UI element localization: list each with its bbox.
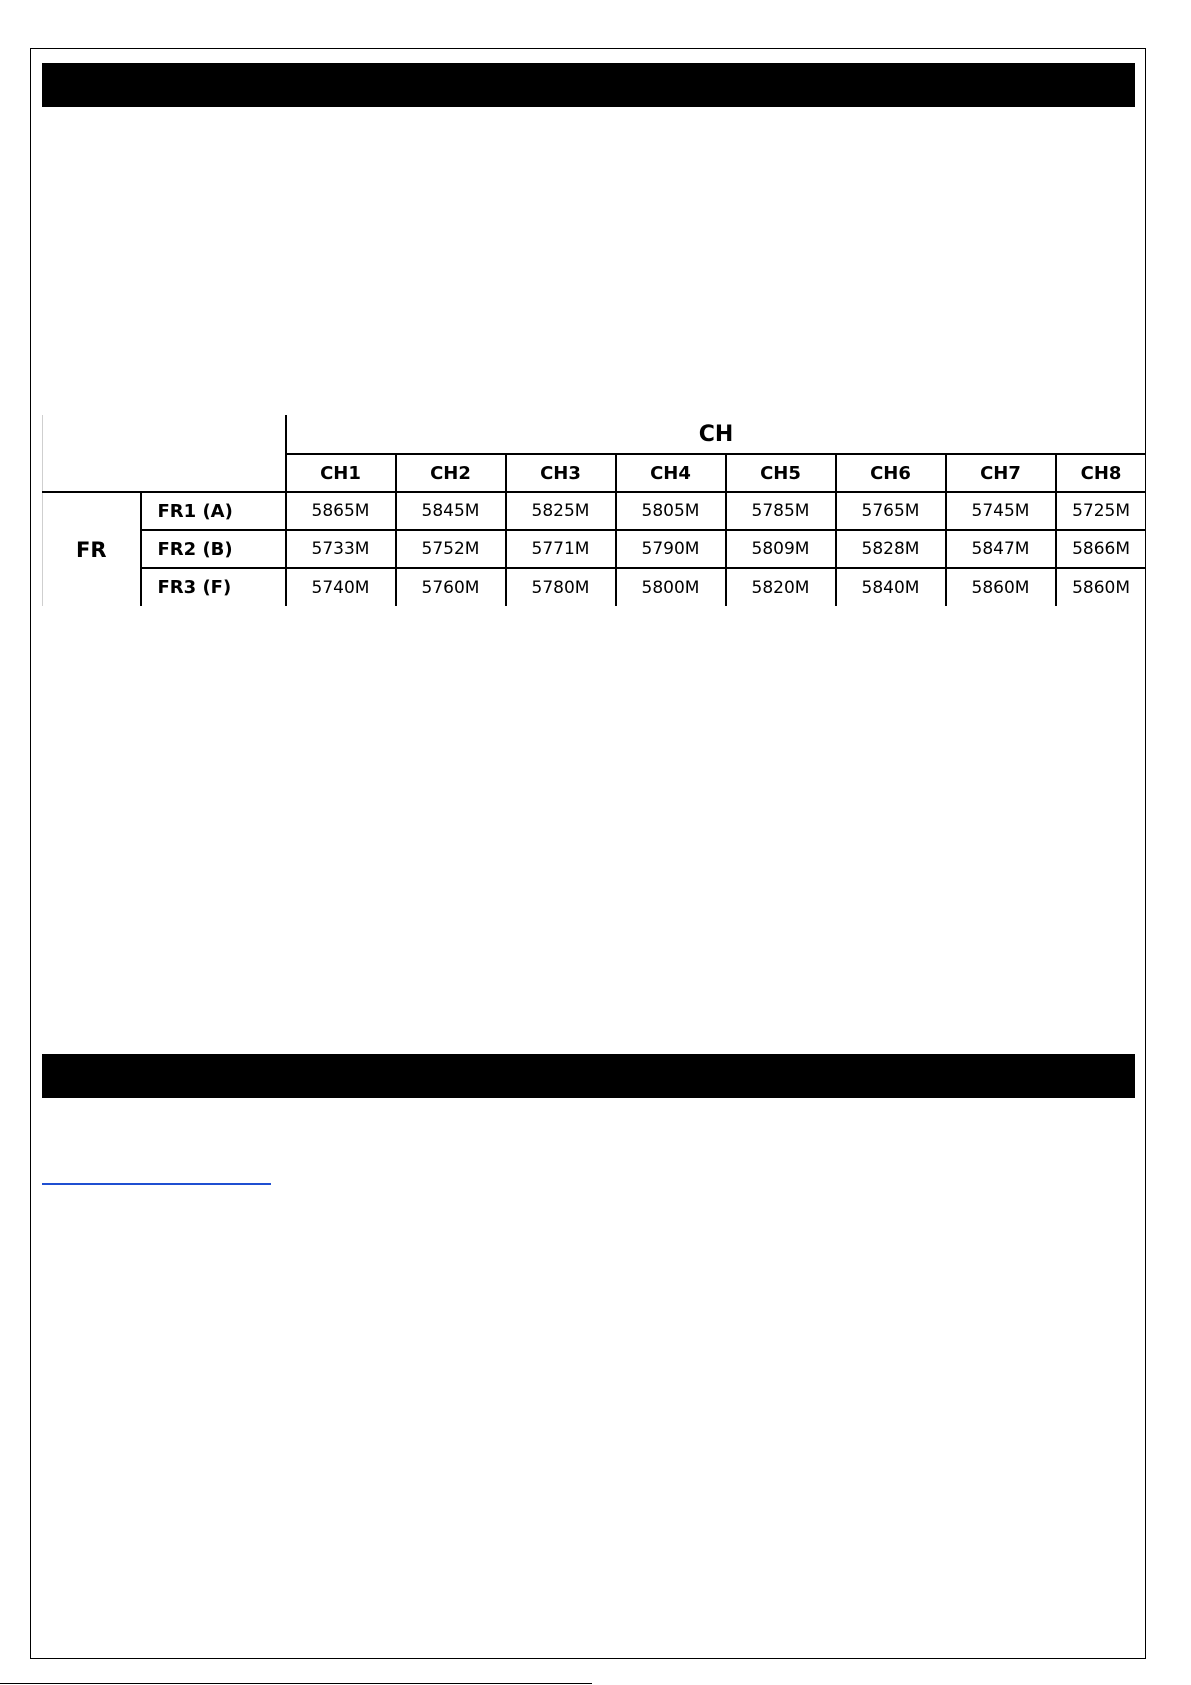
table-cell: 5809M	[726, 530, 836, 568]
footnote-separator	[0, 1683, 592, 1684]
section-header-bar	[42, 1054, 1135, 1098]
table-cell: 5771M	[506, 530, 616, 568]
table-cell: 5840M	[836, 568, 946, 606]
table-cell: 5860M	[1056, 568, 1146, 606]
table-cell: 5725M	[1056, 492, 1146, 530]
table-cell: 5860M	[946, 568, 1056, 606]
table-cell: 5780M	[506, 568, 616, 606]
channel-group-header: CH	[286, 415, 1146, 454]
channel-header: CH6	[836, 454, 946, 492]
channel-header: CH1	[286, 454, 396, 492]
frequency-table	[42, 415, 1146, 606]
channel-header: CH4	[616, 454, 726, 492]
hyperlink-underline[interactable]	[42, 1183, 271, 1185]
table-cell: 5828M	[836, 530, 946, 568]
table-cell: 5805M	[616, 492, 726, 530]
page-frame	[30, 48, 1146, 1659]
table-corner-cell	[43, 415, 286, 492]
table-cell: 5847M	[946, 530, 1056, 568]
channel-header: CH7	[946, 454, 1056, 492]
row-label: FR1 (A)	[141, 492, 286, 530]
frequency-group-label: FR	[43, 492, 141, 606]
row-label: FR2 (B)	[141, 530, 286, 568]
row-label: FR3 (F)	[141, 568, 286, 606]
table-row	[43, 492, 1146, 530]
table-cell: 5740M	[286, 568, 396, 606]
table-cell: 5820M	[726, 568, 836, 606]
table-row	[43, 530, 1146, 568]
table-cell: 5866M	[1056, 530, 1146, 568]
table-cell: 5845M	[396, 492, 506, 530]
table-cell: 5825M	[506, 492, 616, 530]
table-cell: 5760M	[396, 568, 506, 606]
channel-header: CH2	[396, 454, 506, 492]
channel-header: CH5	[726, 454, 836, 492]
table-cell: 5800M	[616, 568, 726, 606]
table-cell: 5733M	[286, 530, 396, 568]
table-cell: 5785M	[726, 492, 836, 530]
section-header-bar	[42, 63, 1135, 107]
table-cell: 5765M	[836, 492, 946, 530]
table-cell: 5745M	[946, 492, 1056, 530]
table-row	[43, 568, 1146, 606]
table-cell: 5752M	[396, 530, 506, 568]
channel-header: CH3	[506, 454, 616, 492]
channel-header: CH8	[1056, 454, 1146, 492]
table-cell: 5865M	[286, 492, 396, 530]
table-cell: 5790M	[616, 530, 726, 568]
